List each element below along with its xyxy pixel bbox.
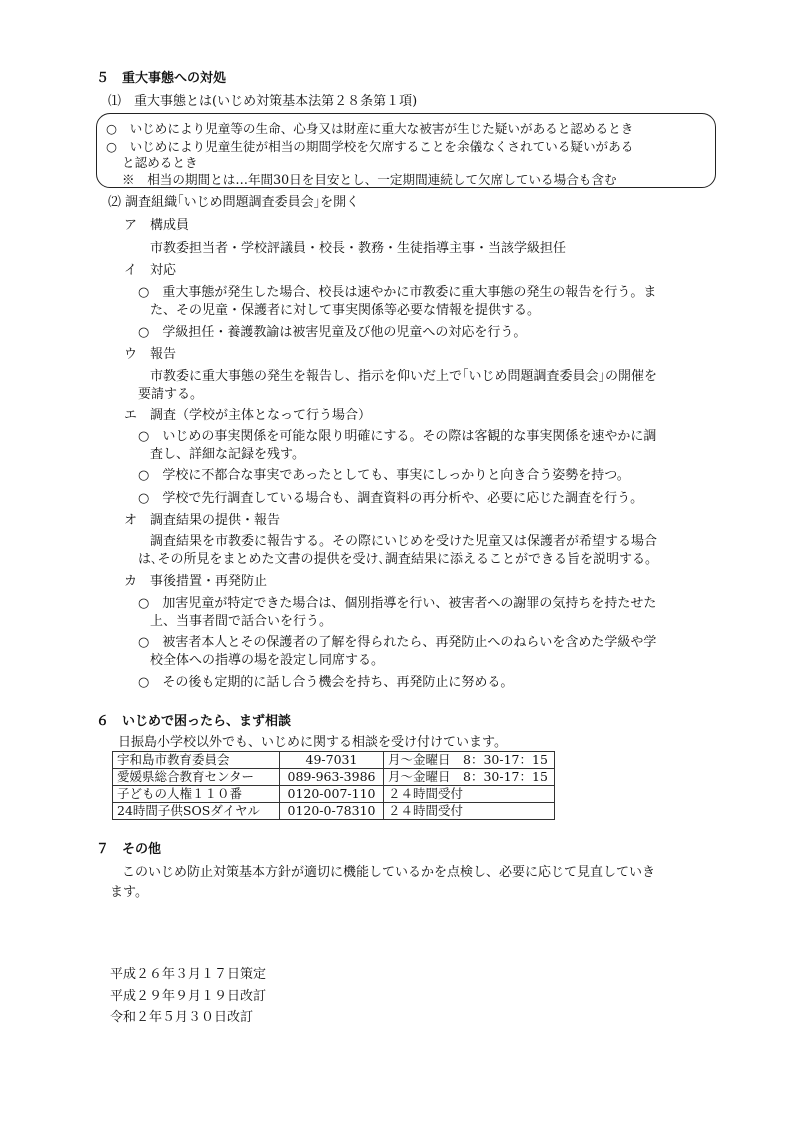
section-5-2-heading: ⑵ 調査組織｢いじめ問題調査委員会｣を開く xyxy=(108,195,360,210)
contact-name: 宇和島市教育委員会 xyxy=(113,752,280,769)
item-k-bullet-1: ○ 加害児童が特定できた場合は、個別指導を行い、被害者への謝罪の気持ちを持たせた xyxy=(138,596,657,611)
table-row xyxy=(113,803,555,820)
item-i-heading: イ 対応 xyxy=(124,263,177,278)
contact-name: 子どもの人権１１０番 xyxy=(113,786,280,803)
item-k-heading: カ 事後措置・再発防止 xyxy=(124,574,268,589)
contact-hours: 月～金曜日 8：30-17：15 xyxy=(384,752,555,769)
contact-phone: 0120-007-110 xyxy=(280,786,384,803)
item-k-bullet-1-cont: 上、当事者間で話合いを行う。 xyxy=(150,614,333,629)
definition-note: ※ 相当の期間とは…年間30日を目安とし、一定期間連続して欠席している場合も含む xyxy=(122,172,617,187)
item-e-bullet-1: ○ いじめの事実関係を可能な限り明確にする。その際は客観的な事実関係を速やかに調 xyxy=(138,429,657,444)
item-e-bullet-2: ○ 学校に不都合な事実であったとしても、事実にしっかりと向き合う姿勢を持つ。 xyxy=(138,468,630,483)
section-7-text-cont: ます。 xyxy=(110,885,148,900)
contact-hours: 月～金曜日 8：30-17：15 xyxy=(384,769,555,786)
item-a-heading: ア 構成員 xyxy=(124,218,190,233)
item-e-heading: エ 調査（学校が主体となって行う場合） xyxy=(124,408,372,423)
contact-name: 24時間子供SOSダイヤル xyxy=(113,803,280,820)
section-7-text: このいじめ防止対策基本方針が適切に機能しているかを点検し、必要に応じて見直していき xyxy=(122,865,656,880)
section-7-title: ７ その他 xyxy=(96,842,162,857)
item-o-heading: オ 調査結果の提供・報告 xyxy=(124,513,281,528)
item-u-text-cont: 要請する。 xyxy=(138,387,204,402)
item-o-text: 調査結果を市教委に報告する。その際にいじめを受けた児童又は保護者が希望する場合 xyxy=(150,534,658,549)
item-u-heading: ウ 報告 xyxy=(124,347,177,362)
contact-name: 愛媛県総合教育センター xyxy=(113,769,280,786)
item-e-bullet-1-cont: 査し、詳細な記録を残す。 xyxy=(150,447,305,462)
item-u-text: 市教委に重大事態の発生を報告し、指示を仰いだ上で｢いじめ問題調査委員会｣の開催を xyxy=(150,369,658,384)
item-i-bullet-1: ○ 重大事態が発生した場合、校長は速やかに市教委に重大事態の発生の報告を行う。ま xyxy=(138,285,657,300)
date-revised-2: 令和２年５月３０日改訂 xyxy=(110,1010,254,1025)
table-row xyxy=(113,752,555,769)
table-row xyxy=(113,769,555,786)
definition-line-1: ○ いじめにより児童等の生命、心身又は財産に重大な被害が生じた疑いがあると認めるとき xyxy=(106,121,634,136)
item-k-bullet-2-cont: 校全体への指導の場を設定し同席する。 xyxy=(150,653,385,668)
contact-phone: 089-963-3986 xyxy=(280,769,384,786)
section-6-title: ６ いじめで困ったら、まず相談 xyxy=(96,714,292,729)
contact-phone: 0120-0-78310 xyxy=(280,803,384,820)
item-i-bullet-1-cont: た、その児童・保護者に対して事実関係等必要な情報を提供する。 xyxy=(150,303,541,318)
contact-hours: ２４時間受付 xyxy=(384,786,555,803)
date-revised-1: 平成２９年９月１９日改訂 xyxy=(110,989,267,1004)
item-e-bullet-3: ○ 学校で先行調査している場合も、調査資料の再分析や、必要に応じた調査を行う。 xyxy=(138,491,644,506)
section-6-intro: 日振島小学校以外でも、いじめに関する相談を受け付けています。 xyxy=(118,735,507,750)
section-5-1-heading: ⑴ 重大事態とは(いじめ対策基本法第２８条第１項) xyxy=(108,94,418,109)
item-a-text: 市教委担当者・学校評議員・校長・教務・生徒指導主事・当該学級担任 xyxy=(150,241,567,256)
item-o-text-cont: は､その所見をまとめた文書の提供を受け､調査結果に添えることができる旨を説明する。 xyxy=(138,552,659,567)
contact-hours: ２４時間受付 xyxy=(384,803,555,820)
item-i-bullet-2: ○ 学級担任・養護教諭は被害児童及び他の児童への対応を行う。 xyxy=(138,325,527,340)
table-row xyxy=(113,786,555,803)
contact-phone: 49-7031 xyxy=(280,752,384,769)
section-5-title: ５ 重大事態への対処 xyxy=(96,71,227,86)
item-k-bullet-2: ○ 被害者本人とその保護者の了解を得られたら、再発防止へのねらいを含めた学級や学 xyxy=(138,635,657,650)
date-established: 平成２６年３月１７日策定 xyxy=(110,967,267,982)
item-k-bullet-3: ○ その後も定期的に話し合う機会を持ち、再発防止に努める。 xyxy=(138,675,514,690)
definition-line-3: と認めるとき xyxy=(122,155,198,170)
contact-table xyxy=(112,751,555,820)
definition-line-2: ○ いじめにより児童生徒が相当の期間学校を欠席することを余儀なくされている疑いがある xyxy=(106,139,634,154)
